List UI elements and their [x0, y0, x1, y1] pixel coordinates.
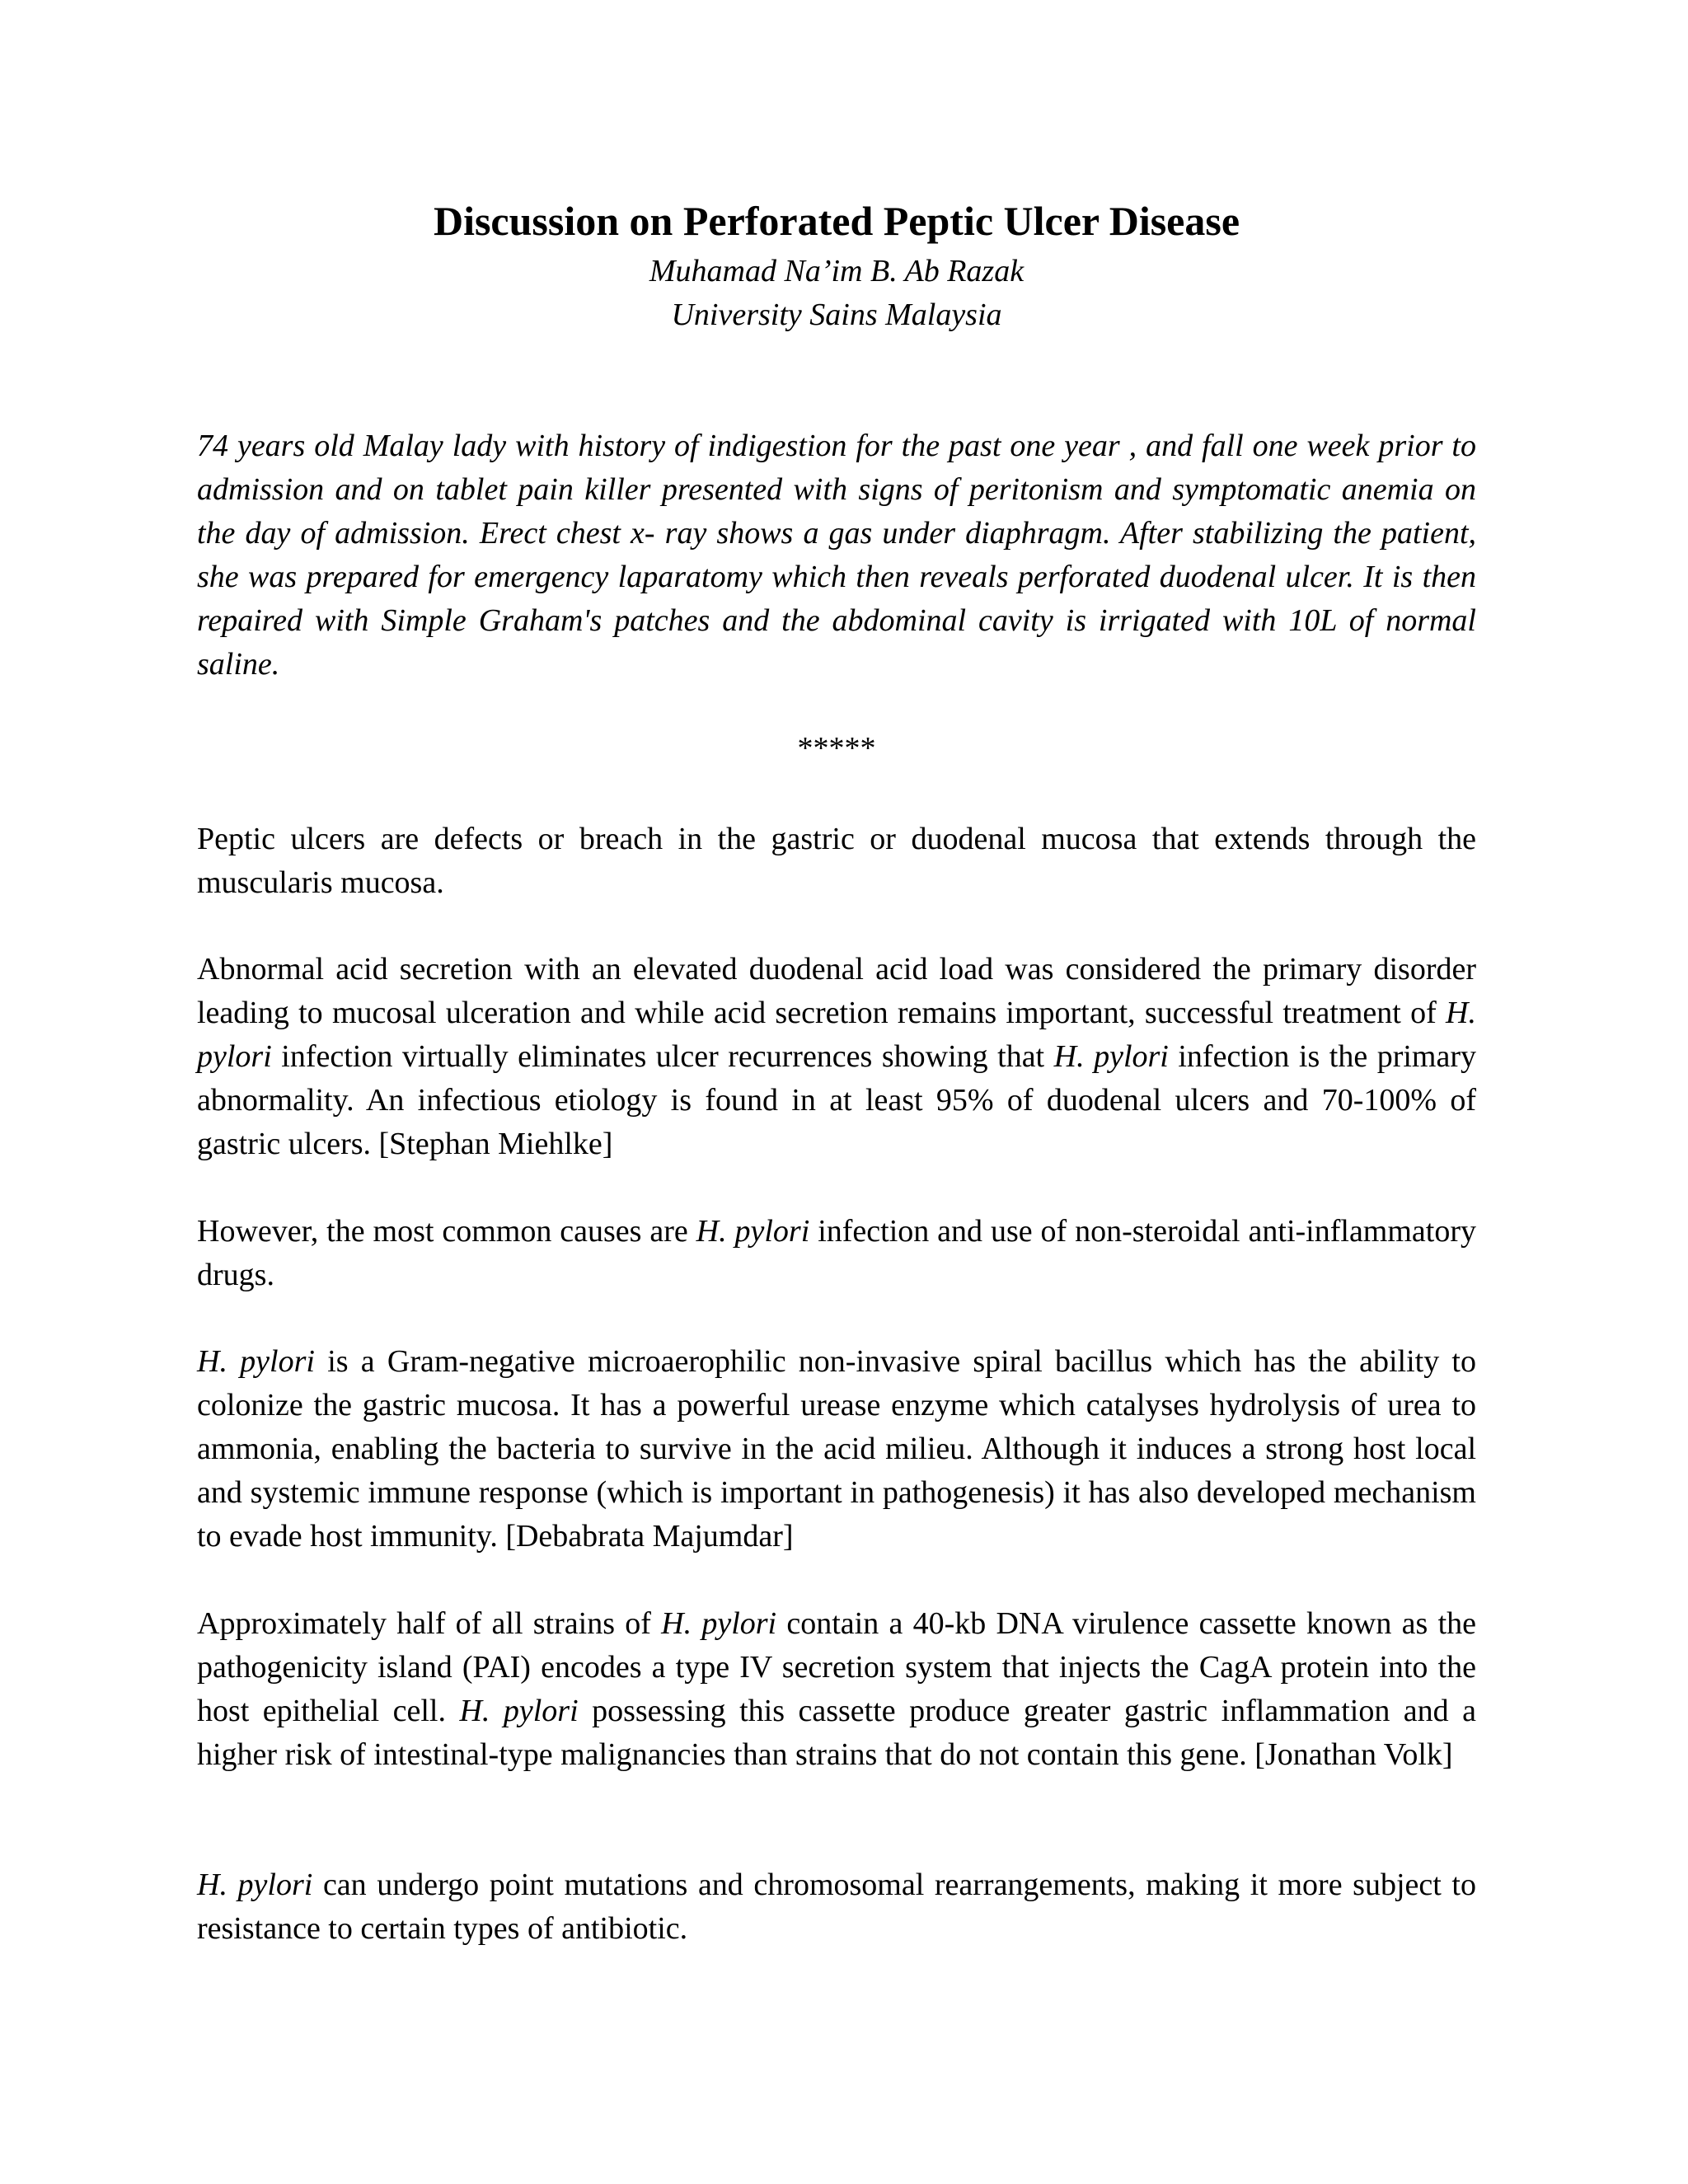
- document-title: Discussion on Perforated Peptic Ulcer Disease: [433, 198, 1240, 244]
- species-name: H. pylori: [197, 1868, 313, 1902]
- species-name: H. pylori: [459, 1694, 579, 1728]
- species-name: H. pylori: [197, 1344, 315, 1379]
- text-run: infection and use of non-steroidal anti-inflammatory drugs.: [197, 1214, 1476, 1292]
- text-run: contain a 40-kb DNA virulence cassette known as the pathogenicity island (PAI) encodes a type IV secretion system that injects the CagA protein into the host epithelial cell.: [197, 1606, 1476, 1728]
- text-run: possessing this cassette produce greater gastric inflammation and a higher risk of intestinal-type malignancies than strains that do not contain this gene. [Jonathan Volk]: [197, 1694, 1476, 1772]
- paragraph-virulence-cassette: [197, 1602, 1476, 1777]
- text-run: However, the most common causes are: [197, 1214, 696, 1249]
- species-name: H. pylori: [197, 996, 1476, 1074]
- paragraph-acid-secretion: [197, 948, 1476, 1166]
- species-name: H. pylori: [661, 1606, 777, 1641]
- author-name: Muhamad Na’im B. Ab Razak: [649, 254, 1025, 288]
- species-name: H. pylori: [1053, 1039, 1169, 1074]
- case-summary: 74 years old Malay lady with history of indigestion for the past one year , and fall one week prior to admission and on tablet pain killer presented with signs of peritonism and symptomatic anemia on the day of admission. Erect chest x- ray shows a gas under diaphragm. After stabilizing the patient, she was prepared for emergency laparatomy which then reveals perforated duodenal ulcer. It is then repaired with Simple Graham's patches and the abdominal cavity is irrigated with 10L of normal saline.: [197, 429, 1476, 682]
- text-run: can undergo point mutations and chromosomal rearrangements, making it more subject to resistance to certain types of antibiotic.: [197, 1868, 1476, 1946]
- paragraph-common-causes: [197, 1210, 1476, 1297]
- author-affiliation: University Sains Malaysia: [671, 298, 1002, 332]
- paragraph-h-pylori-description: [197, 1340, 1476, 1558]
- text-run: is a Gram-negative microaerophilic non-invasive spiral bacillus which has the ability to colonize the gastric mucosa. It has a powerful urease enzyme which catalyses hydrolysis of urea to ammonia, enabling the bacteria to survive in the acid milieu. Although it induces a strong host local and systemic immune response (which is important in pathogenesis) it has also developed mechanism to evade host immunity. [Debabrata Majumdar]: [197, 1344, 1476, 1554]
- text-run: infection virtually eliminates ulcer recurrences showing that: [271, 1039, 1054, 1074]
- section-separator: *****: [797, 731, 876, 766]
- text-run: infection is the primary abnormality. An infectious etiology is found in at least 95% of duodenal ulcers and 70-100% of gastric ulcers. [Stephan Miehlke]: [197, 1039, 1477, 1161]
- paragraph-definition: Peptic ulcers are defects or breach in the gastric or duodenal mucosa that extends through the muscularis mucosa.: [197, 822, 1476, 900]
- species-name: H. pylori: [696, 1214, 810, 1249]
- text-run: Approximately half of all strains of: [197, 1606, 662, 1641]
- text-run: Abnormal acid secretion with an elevated duodenal acid load was considered the primary disorder leading to mucosal ulceration and while acid secretion remains important, successful treatment of: [197, 952, 1476, 1030]
- paragraph-antibiotic-resistance: [197, 1863, 1476, 1951]
